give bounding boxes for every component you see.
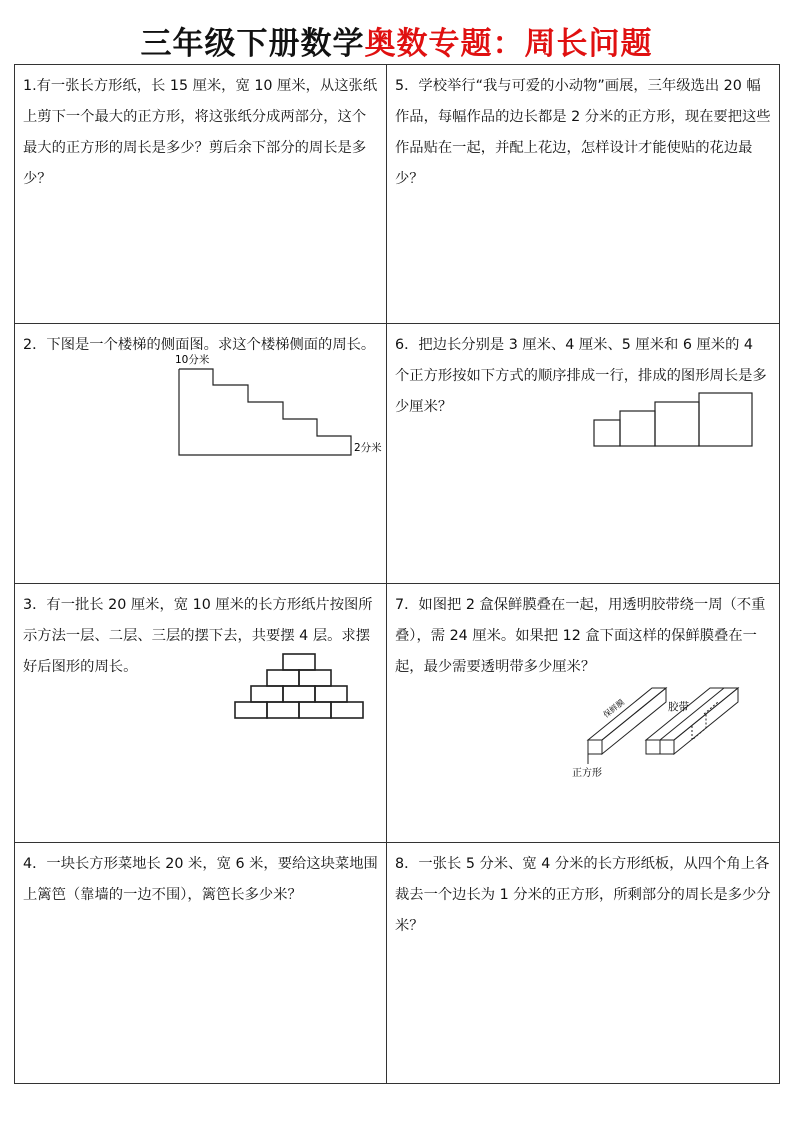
question-8-text: 8．一张长 5 分米、宽 4 分米的长方形纸板，从四个角上各裁去一个边长为 1 分米的正方形，所剩部分的周长是多少分米？ [395, 856, 771, 934]
question-cell-7 [387, 584, 779, 842]
question-1-text: 1.有一张长方形纸，长 15 厘米，宽 10 厘米，从这张纸上剪下一个最大的正方形，将这张纸分成两部分，这个最大的正方形的周长是多少？剪后余下部分的周长是多少？ [23, 78, 378, 187]
question-cell-1 [15, 65, 386, 323]
question-5-text: 5．学校举行“我与可爱的小动物”画展，三年级选出 20 幅作品，每幅作品的边长都是 2 分米的正方形，现在要把这些作品贴在一起，并配上花边，怎样设计才能使贴的花边最少？ [395, 78, 771, 187]
staircase-figure [165, 349, 385, 459]
page-title: 三年级下册数学奥数专题：周长问题 [140, 26, 653, 62]
question-2-text: 2．下图是一个楼梯的侧面图。求这个楼梯侧面的周长。 [23, 337, 376, 353]
wrap-square-label: 正方形 [572, 768, 602, 779]
question-6-text: 6．把边长分别是 3 厘米、4 厘米、5 厘米和 6 厘米的 4 个正方形按如下方式的顺序排成一行，排成的图形周长是多少厘米？ [395, 337, 767, 415]
question-cell-5 [387, 65, 779, 323]
question-cell-8 [387, 843, 779, 1101]
wrap-box-label: 保鲜膜 [601, 697, 627, 720]
wrap-boxes-figure [572, 682, 772, 777]
question-4-text: 4．一块长方形菜地长 20 米，宽 6 米，要给这块菜地围上篱笆（靠墙的一边不围），篱笆长多少米？ [23, 856, 378, 903]
question-3-text: 3．有一批长 20 厘米，宽 10 厘米的长方形纸片按图所示方法一层、二层、三层的摆下去，共要摆 4 层。求摆好后图形的周长。 [23, 597, 373, 675]
brick-pyramid-figure [233, 652, 373, 722]
question-cell-6 [387, 324, 779, 582]
question-7-text: 7．如图把 2 盒保鲜膜叠在一起，用透明胶带绕一周（不重叠），需 24 厘米。如果把 12 盒下面这样的保鲜膜叠在一起，最少需要透明带多少厘米？ [395, 597, 766, 675]
question-grid [14, 64, 780, 1084]
question-cell-3 [15, 584, 386, 842]
question-cell-4 [15, 843, 386, 1101]
wrap-tape-label: 胶带 [668, 701, 689, 713]
stairs-step-label: 2分米 [354, 442, 382, 454]
question-cell-2 [15, 324, 386, 582]
stairs-top-label: 10分米 [175, 354, 210, 366]
squares-row-figure [592, 392, 762, 452]
